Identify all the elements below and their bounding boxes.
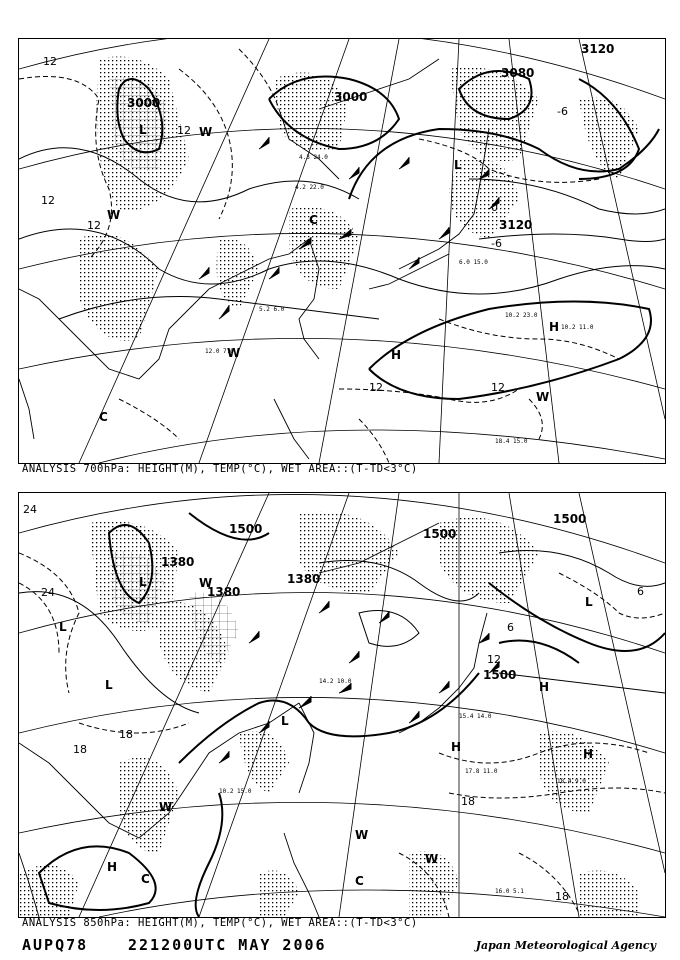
station-obs: 18.4 9.0 <box>557 778 586 785</box>
height-label: 3000 <box>127 96 161 110</box>
valid-time: 221200UTC MAY 2006 <box>128 936 327 954</box>
station-obs: 16.0 5.1 <box>495 888 524 895</box>
center-marker: H <box>451 740 462 754</box>
center-marker: H <box>583 747 594 761</box>
station-obs: 14.2 10.0 <box>319 678 352 685</box>
panel-caption-700hpa: ANALYSIS 700hPa: HEIGHT(M), TEMP(°C), WET AREA::(T-TD<3°C) <box>22 463 418 475</box>
height-label: 1500 <box>423 527 457 541</box>
center-marker: W <box>159 800 173 814</box>
center-marker: L <box>139 575 147 589</box>
chart-700hpa <box>19 39 665 463</box>
center-marker: L <box>59 620 67 634</box>
center-marker: C <box>141 872 150 886</box>
height-label: 1500 <box>483 668 517 682</box>
isotherm-label: 18 <box>461 795 475 808</box>
center-marker: W <box>536 390 550 404</box>
height-label: 1380 <box>207 585 241 599</box>
panel-caption-850hpa: ANALYSIS 850hPa: HEIGHT(M), TEMP(°C), WET AREA::(T-TD<3°C) <box>22 917 418 929</box>
height-label: 3080 <box>501 66 535 80</box>
isotherm-label: 12 <box>369 381 383 394</box>
station-obs: 10.2 23.0 <box>505 312 538 319</box>
isotherm-label: -6 <box>557 105 568 118</box>
chart-850hpa <box>19 493 665 917</box>
agency-name: Japan Meteorological Agency <box>475 939 656 952</box>
isotherm-label: 18 <box>73 743 87 756</box>
height-label: 1500 <box>229 522 263 536</box>
isotherm-label: 18 <box>555 890 569 903</box>
product-id: AUPQ78 <box>22 936 89 954</box>
center-marker: C <box>309 213 318 227</box>
isotherm-label: 18 <box>119 728 133 741</box>
station-obs: 4.3 24.0 <box>299 154 328 161</box>
isotherm-label: 6 <box>637 585 644 598</box>
center-marker: L <box>281 714 289 728</box>
isotherm-label: -6 <box>491 237 502 250</box>
center-marker: H <box>549 320 560 334</box>
center-marker: L <box>139 123 147 137</box>
isotherm-label: 12 <box>177 124 191 137</box>
center-marker: H <box>107 860 118 874</box>
isotherm-label: 12 <box>87 219 101 232</box>
center-marker: L <box>585 595 593 609</box>
station-obs: 18.4 15.0 <box>495 438 528 445</box>
center-marker: C <box>99 410 108 424</box>
map-panel-850hpa <box>18 492 666 918</box>
center-marker: W <box>107 208 121 222</box>
height-label: 3120 <box>581 42 615 56</box>
isotherm-label: 24 <box>23 503 37 516</box>
isotherm-label: 0 <box>491 201 498 214</box>
isotherm-label: 6 <box>507 621 514 634</box>
isotherm-label: 12 <box>41 194 55 207</box>
height-label: 3000 <box>334 90 368 104</box>
isotherm-label: 12 <box>43 55 57 68</box>
center-marker: C <box>355 874 364 888</box>
height-label: 1380 <box>161 555 195 569</box>
center-marker: W <box>425 852 439 866</box>
station-obs: 15.4 14.0 <box>459 713 492 720</box>
isotherm-label: 24 <box>41 586 55 599</box>
isotherm-label: 12 <box>491 381 505 394</box>
center-marker: H <box>539 680 550 694</box>
height-label: 1500 <box>553 512 587 526</box>
station-obs: 6.0 15.0 <box>459 259 488 266</box>
center-marker: L <box>454 158 462 172</box>
station-obs: 10.2 15.0 <box>219 788 252 795</box>
height-label: 3120 <box>499 218 533 232</box>
station-obs: 12.0 7.0 <box>205 348 234 355</box>
center-marker: W <box>227 346 241 360</box>
center-marker: W <box>355 828 369 842</box>
isotherm-label: 12 <box>487 653 501 666</box>
center-marker: W <box>199 576 213 590</box>
center-marker: W <box>199 125 213 139</box>
station-obs: 4.2 22.0 <box>295 184 324 191</box>
center-marker: L <box>105 678 113 692</box>
station-obs: 10.2 11.0 <box>561 324 594 331</box>
map-panel-700hpa <box>18 38 666 464</box>
station-obs: 17.8 11.0 <box>465 768 498 775</box>
station-obs: 5.2 6.0 <box>259 306 285 313</box>
station-obs <box>219 678 586 895</box>
center-marker: H <box>391 348 402 362</box>
height-label: 1380 <box>287 572 321 586</box>
